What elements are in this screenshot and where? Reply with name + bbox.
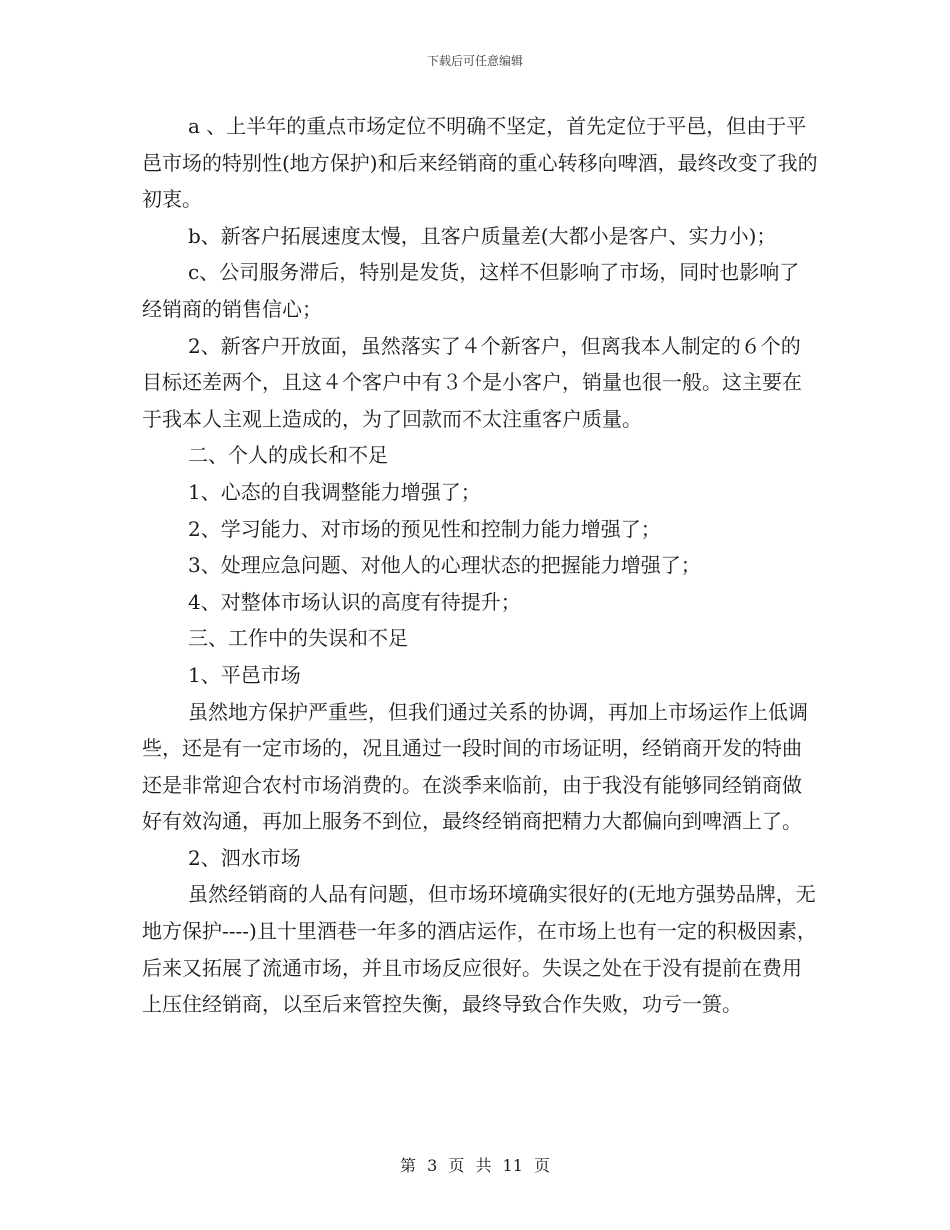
paragraph-pingyi-market: 虽然地方保护严重些，但我们通过关系的协调，再加上市场运作上低调些，还是有一定市场的，况且通过一段时间的市场证明，经销商开发的特曲还是非常迎合农村市场消费的。在淡季来临前，由于我没有能够同经销商做好有效沟通，再加上服务不到位，最终经销商把精力大都偏向到啤酒上了。 bbox=[142, 699, 808, 834]
paragraph-new-customer-coverage: 2、新客户开放面，虽然落实了４个新客户，但离我本人制定的６个的目标还差两个，且这４个客户中有３个是小客户，销量也很一般。这主要在于我本人主观上造成的，为了回款而不太注重客户质量。 bbox=[142, 333, 802, 431]
subheading-pingyi-market: 1、平邑市场 bbox=[188, 662, 301, 687]
paragraph-new-customer-speed: b、新客户拓展速度太慢，且客户质量差(大都小是客户、实力小)； bbox=[188, 223, 777, 248]
page-header: 下载后可任意编辑 bbox=[426, 54, 523, 68]
section-heading-mistakes: 三、工作中的失误和不足 bbox=[188, 626, 408, 651]
list-item-market-awareness: 4、对整体市场认识的高度有待提升； bbox=[188, 589, 521, 614]
page-number: 第 3 页 共 11 页 bbox=[400, 1156, 550, 1175]
list-item-mindset: 1、心态的自我调整能力增强了； bbox=[188, 479, 481, 504]
paragraph-company-service: c、公司服务滞后，特别是发货，这样不但影响了市场，同时也影响了经销商的销售信心； bbox=[142, 260, 800, 321]
paragraph-market-positioning: a 、上半年的重点市场定位不明确不坚定，首先定位于平邑，但由于平邑市场的特别性(地方保护)和后来经销商的重心转移向啤酒，最终改变了我的初衷。 bbox=[142, 114, 818, 212]
list-item-emergency: 3、处理应急问题、对他人的心理状态的把握能力增强了； bbox=[188, 553, 701, 578]
section-heading-personal-growth: 二、个人的成长和不足 bbox=[188, 443, 388, 468]
paragraph-sishui-market: 虽然经销商的人品有问题，但市场环境确实很好的(无地方强势品牌，无地方保护----)且十里酒巷一年多的酒店运作，在市场上也有一定的积极因素，后来又拓展了流通市场，并且市场反应很好。失误之处在于没有提前在费用上压住经销商，以至后来管控失衡，最终导致合作失败，功亏一篑。 bbox=[142, 882, 817, 1017]
list-item-learning: 2、学习能力、对市场的预见性和控制力能力增强了； bbox=[188, 516, 661, 541]
document-body bbox=[142, 108, 818, 1023]
subheading-sishui-market: 2、泗水市场 bbox=[188, 845, 301, 870]
